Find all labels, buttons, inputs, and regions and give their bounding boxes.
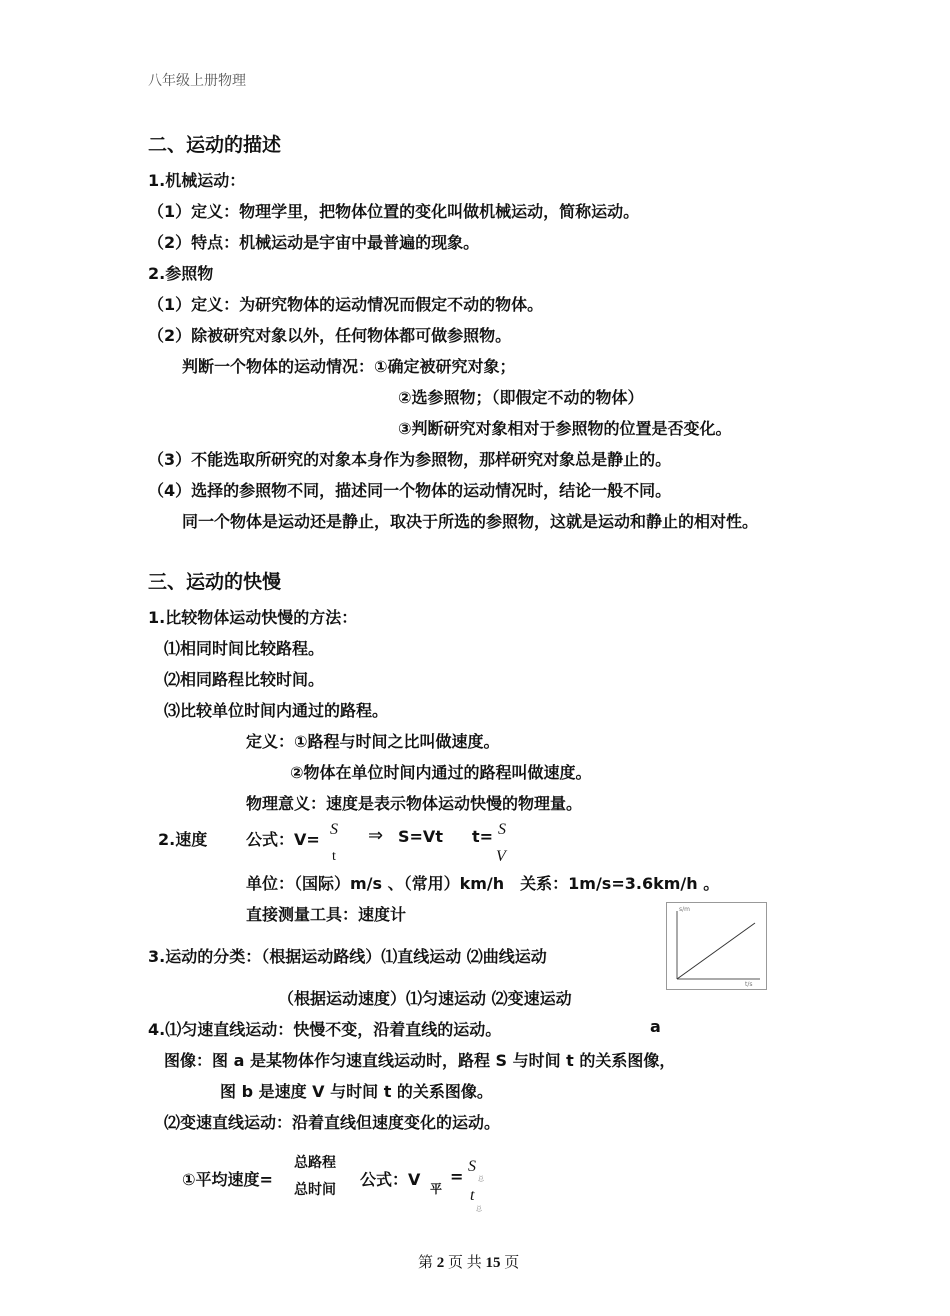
- formula-time-label: t=: [472, 827, 494, 846]
- text-line: 图像：图 a 是某物体作匀速直线运动时，路程 S 与时间 t 的关系图像，: [164, 1051, 676, 1070]
- formula-label: 公式：V=: [246, 830, 320, 849]
- text-line: 图 b 是速度 V 与时间 t 的关系图像。: [220, 1082, 493, 1101]
- text-line: （2）除被研究对象以外，任何物体都可做参照物。: [148, 326, 512, 345]
- text-line: 定义：①路程与时间之比叫做速度。: [246, 732, 500, 751]
- formula-numerator: S: [498, 821, 506, 838]
- average-subscript: 平: [430, 1182, 443, 1196]
- text-line: （2）特点：机械运动是宇宙中最普遍的现象。: [148, 233, 480, 252]
- text-line: ⑶比较单位时间内通过的路程。: [164, 701, 389, 720]
- text-line: ②物体在单位时间内通过的路程叫做速度。: [290, 763, 592, 782]
- section-title-speed: 三、运动的快慢: [148, 571, 282, 593]
- graph-a-svg: [667, 903, 766, 989]
- formula-denominator: V: [496, 848, 506, 865]
- footer-pre: 第: [418, 1255, 434, 1271]
- average-numerator-subscript: 总: [478, 1176, 485, 1183]
- text-line: 判断一个物体的运动情况：①确定被研究对象；: [182, 357, 516, 376]
- graph-x-label: t/s: [745, 981, 753, 988]
- text-line: ②选参照物；（即假定不动的物体）: [398, 388, 644, 407]
- text-line: 物理意义：速度是表示物体运动快慢的物理量。: [246, 794, 583, 813]
- text-line: （根据运动速度）⑴匀速运动 ⑵变速运动: [278, 989, 572, 1008]
- unit-line: 单位：（国际）m/s 、（常用）km/h 关系：1m/s=3.6km/h 。: [246, 874, 720, 893]
- average-formula-numerator: S: [468, 1158, 476, 1175]
- tool-line: 直接测量工具：速度计: [246, 905, 407, 924]
- average-speed-label: ①平均速度=: [182, 1170, 273, 1189]
- text-line: 2.参照物: [148, 264, 214, 283]
- figure-label: a: [650, 1017, 661, 1036]
- formula-distance: S=Vt: [398, 827, 443, 846]
- text-line: 1.机械运动：: [148, 171, 246, 190]
- graph-y-label: s/m: [679, 906, 690, 913]
- formula-denominator: t: [332, 849, 336, 864]
- page-footer: [418, 1251, 519, 1272]
- average-denominator: 总时间: [294, 1182, 336, 1198]
- text-line: 3.运动的分类：（根据运动路线）⑴直线运动 ⑵曲线运动: [148, 947, 547, 966]
- text-line: （1）定义：为研究物体的运动情况而假定不动的物体。: [148, 295, 544, 314]
- graph-line: [677, 923, 755, 979]
- text-line: 1.比较物体运动快慢的方法：: [148, 608, 358, 627]
- text-line: （3）不能选取所研究的对象本身作为参照物，那样研究对象总是静止的。: [148, 450, 672, 469]
- footer-page-number: 2: [436, 1255, 445, 1271]
- text-line: ⑴相同时间比较路程。: [164, 639, 325, 658]
- page-header: 八年级上册物理: [148, 73, 246, 89]
- graph-a: [666, 902, 767, 990]
- section-title-motion-description: 二、运动的描述: [148, 134, 282, 156]
- speed-label: 2.速度: [158, 830, 208, 849]
- text-line: （1）定义：物理学里，把物体位置的变化叫做机械运动，简称运动。: [148, 202, 640, 221]
- implies-arrow: ⇒: [368, 825, 384, 846]
- text-line: ⑵变速直线运动：沿着直线但速度变化的运动。: [164, 1113, 501, 1132]
- footer-mid: 页 共: [448, 1255, 482, 1271]
- footer-post: 页: [504, 1255, 520, 1271]
- average-equals: =: [450, 1167, 464, 1186]
- text-line: 4.⑴匀速直线运动：快慢不变，沿着直线的运动。: [148, 1020, 502, 1039]
- average-denominator-subscript: 总: [476, 1206, 483, 1213]
- footer-total-pages: 15: [485, 1255, 501, 1271]
- average-numerator: 总路程: [294, 1155, 336, 1171]
- text-line: （4）选择的参照物不同，描述同一个物体的运动情况时，结论一般不同。: [148, 481, 672, 500]
- formula-numerator: S: [330, 821, 338, 838]
- text-line: ③判断研究对象相对于参照物的位置是否变化。: [398, 419, 732, 438]
- text-line: ⑵相同路程比较时间。: [164, 670, 325, 689]
- average-formula-label: 公式：V: [360, 1170, 421, 1189]
- text-line: 同一个物体是运动还是静止，取决于所选的参照物，这就是运动和静止的相对性。: [182, 512, 759, 531]
- average-formula-denominator: t: [470, 1187, 475, 1204]
